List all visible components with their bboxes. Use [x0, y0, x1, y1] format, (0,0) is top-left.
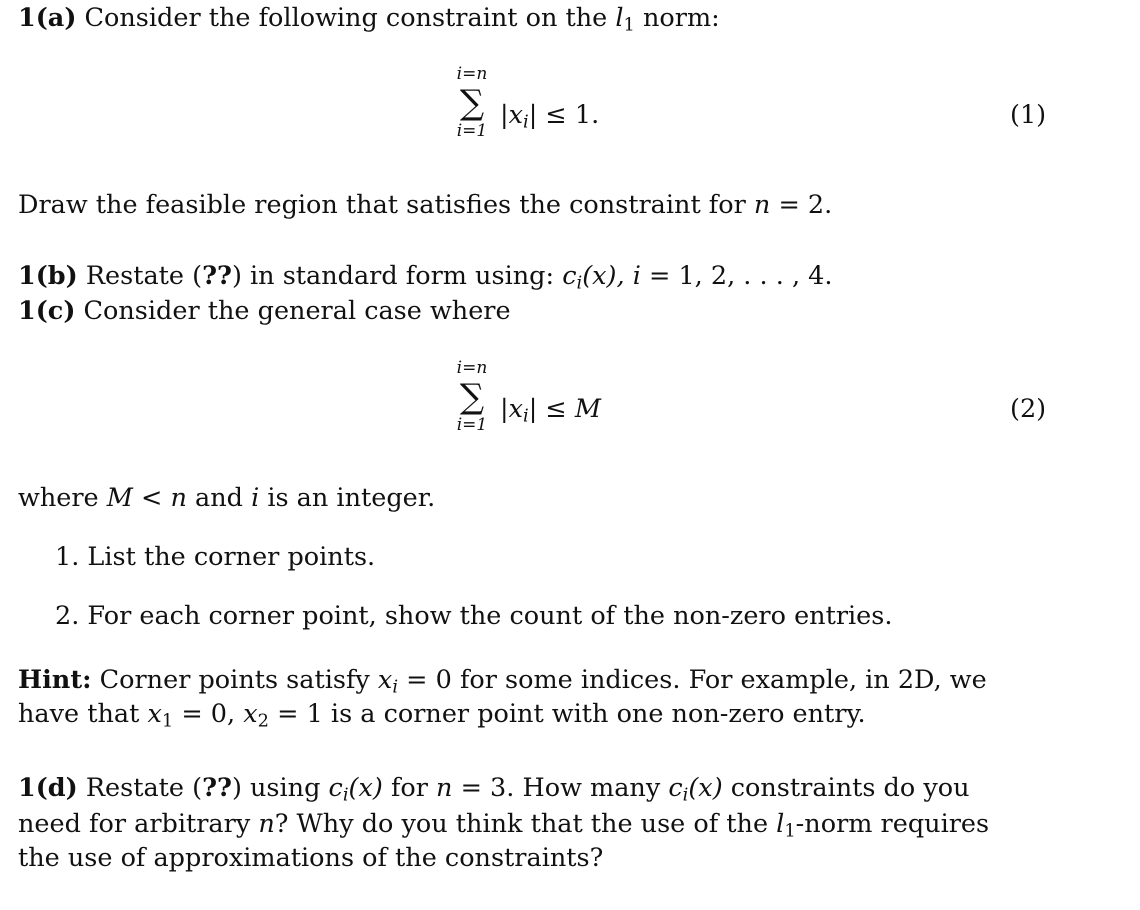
list-item: 1. List the corner points.	[55, 542, 376, 572]
draw-instruction	[18, 189, 832, 222]
part-d-line-1	[18, 770, 1053, 806]
where-lt: <	[140, 483, 163, 513]
var-sub: i	[522, 111, 529, 133]
where-end: is an integer.	[267, 483, 436, 513]
part-d-func-arg: (x)	[348, 773, 383, 803]
part-d-n: n	[436, 773, 453, 803]
equation-2-body	[500, 394, 602, 427]
part-d-text-1e: constraints do you	[730, 773, 970, 803]
norm-sub: 1	[623, 14, 635, 36]
var2-sub: i	[522, 405, 529, 427]
abs-open: |	[500, 100, 509, 130]
part-b-range: = 1, 2, . . . , 4.	[648, 261, 833, 291]
part-d-line-2	[18, 806, 1053, 842]
equation-2	[0, 360, 1140, 460]
part-d-text-2c: -norm requires	[795, 809, 990, 839]
part-b-func-arg: (x),	[582, 261, 625, 291]
part-d-text-1a: Restate (	[85, 773, 203, 803]
draw-var: n	[753, 190, 771, 220]
hint-mid: = 0,	[181, 699, 236, 729]
part-b-idx: i	[632, 261, 641, 291]
hint-line-2	[18, 698, 866, 731]
sum2-lower-limit: i=1	[456, 415, 488, 435]
hint-x1-sub: 1	[161, 710, 174, 732]
hint-x2-sub: 2	[257, 710, 269, 732]
part-c-text: Consider the general case where	[83, 296, 511, 326]
where-text: where	[18, 483, 99, 513]
hint-text-1b: = 0 for some indices. For example, in 2D, we	[406, 665, 987, 695]
part-b-ref: ??	[202, 261, 232, 291]
part-d-ref: ??	[202, 773, 232, 803]
summation-2	[442, 360, 502, 434]
hint-var: x	[377, 665, 393, 695]
part-a-label: 1(a)	[18, 3, 77, 33]
where-line	[18, 482, 435, 515]
part-d-func-sub-2: i	[682, 784, 689, 806]
part-d-func-2: c	[668, 773, 683, 803]
var2-x: x	[508, 394, 523, 424]
abs-close: |	[528, 100, 538, 130]
equation-1-relation: ≤ 1.	[545, 100, 600, 130]
hint-x2: x	[243, 699, 258, 729]
part-d-text-1c: for	[390, 773, 428, 803]
hint-x1: x	[147, 699, 162, 729]
hint-var-sub: i	[392, 676, 399, 698]
equation-2-number: (2)	[1010, 394, 1047, 424]
equation-1-number: (1)	[1010, 100, 1047, 130]
part-a-intro	[18, 2, 720, 35]
equation-2-rhs: M	[574, 394, 602, 424]
part-d-norm-sub: 1	[784, 820, 796, 842]
where-n: n	[170, 483, 187, 513]
where-i: i	[251, 483, 260, 513]
part-d-text-1d: = 3. How many	[460, 773, 661, 803]
part-d-text-1b: ) using	[231, 773, 321, 803]
equation-1-body	[500, 100, 600, 133]
summation-1	[442, 66, 502, 140]
part-a-text-after: norm:	[643, 3, 720, 33]
draw-value: = 2.	[778, 190, 833, 220]
hint-label: Hint:	[18, 665, 92, 695]
part-d-n-2: n	[258, 809, 275, 839]
part-b	[18, 260, 833, 293]
part-b-label: 1(b)	[18, 261, 78, 291]
part-b-func: c	[562, 261, 577, 291]
part-d-func: c	[328, 773, 343, 803]
part-c-label: 1(c)	[18, 296, 76, 326]
part-d-label: 1(d)	[18, 773, 78, 803]
hint-text-2a: have that	[18, 699, 140, 729]
part-d-func-arg-2: (x)	[688, 773, 723, 803]
abs2-close: |	[528, 394, 538, 424]
part-d-text-2b: ? Why do you think that the use of the	[274, 809, 769, 839]
sum-lower-limit: i=1	[456, 121, 488, 141]
equation-2-relation: ≤	[545, 394, 567, 424]
sigma2-symbol: ∑	[459, 377, 485, 417]
part-a-text: Consider the following constraint on the	[84, 3, 608, 33]
part-d-text-2a: need for arbitrary	[18, 809, 251, 839]
sum2-upper-limit: i=n	[456, 358, 488, 378]
part-b-text2: ) in standard form using:	[231, 261, 555, 291]
draw-text: Draw the feasible region that satisfies the constraint for	[18, 190, 746, 220]
sigma-symbol: ∑	[459, 83, 485, 123]
sum-upper-limit: i=n	[456, 64, 488, 84]
hint-text-1a: Corner points satisfy	[99, 665, 370, 695]
part-d-func-sub: i	[342, 784, 349, 806]
where-m: M	[106, 483, 133, 513]
equation-1	[0, 66, 1140, 166]
hint-line-1	[18, 662, 1053, 698]
hint-text-2b: = 1 is a corner point with one non-zero entry.	[277, 699, 866, 729]
norm-symbol: l	[615, 3, 624, 33]
where-and: and	[195, 483, 243, 513]
part-b-func-sub: i	[576, 272, 583, 294]
list-item: 2. For each corner point, show the count of the non-zero entries.	[55, 601, 893, 631]
part-d-norm-symbol: l	[776, 809, 785, 839]
part-d-line-3: the use of approximations of the constraints?	[18, 843, 604, 873]
abs2-open: |	[500, 394, 509, 424]
part-c	[18, 295, 511, 328]
var-x: x	[508, 100, 523, 130]
part-b-text1: Restate (	[85, 261, 203, 291]
